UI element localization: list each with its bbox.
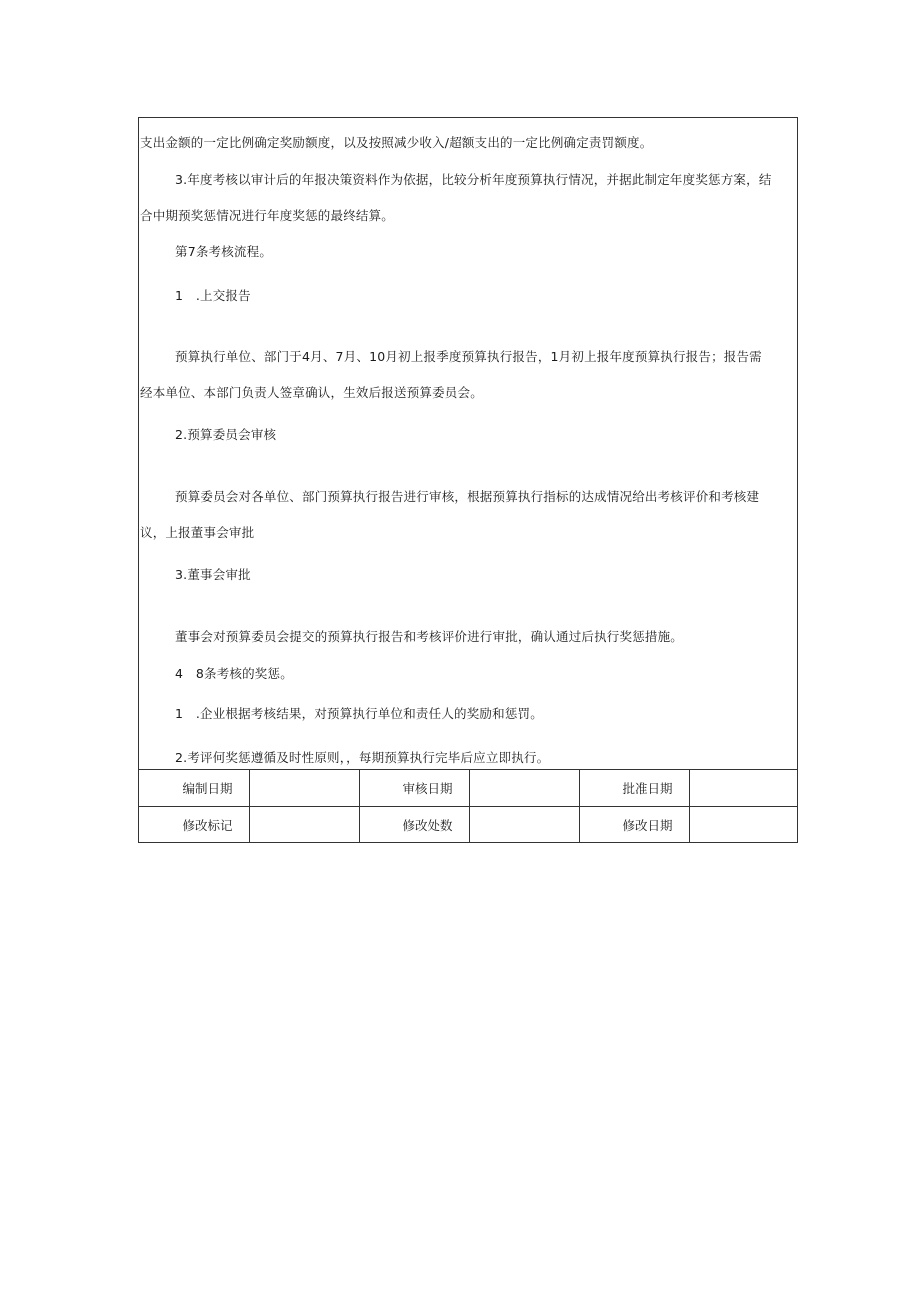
- revision-count-field[interactable]: [469, 807, 579, 844]
- approve-date-field[interactable]: [689, 770, 797, 807]
- subheading-submit-report: 1 .上交报告: [175, 288, 251, 303]
- compiled-date-field[interactable]: [249, 770, 359, 807]
- approval-row-revisions: [139, 807, 797, 844]
- section-heading-article-8: 4 8条考核的奖惩。: [175, 666, 293, 681]
- body-line-14: 1 .企业根据考核结果，对预算执行单位和责任人的奖励和惩罚。: [175, 706, 543, 721]
- compiled-date-label: 编制日期: [139, 770, 249, 807]
- approval-row-dates: [139, 770, 797, 807]
- revision-date-label: 修改日期: [579, 807, 689, 844]
- revision-mark-field[interactable]: [249, 807, 359, 844]
- review-date-field[interactable]: [469, 770, 579, 807]
- body-line-10: 议，上报董事会审批: [140, 525, 255, 540]
- body-line-6: 预算执行单位、部门于4月、7月、10月初上报季度预算执行报告，1月初上报年度预算执行报告；报告需: [175, 349, 762, 364]
- body-line-12: 董事会对预算委员会提交的预算执行报告和考核评价进行审批，确认通过后执行奖惩措施。: [175, 629, 684, 644]
- body-line-7: 经本单位、本部门负责人签章确认，生效后报送预算委员会。: [140, 385, 483, 400]
- body-line-1: 支出金额的一定比例确定奖励额度，以及按照减少收入/超额支出的一定比例确定责罚额度。: [140, 135, 653, 150]
- approve-date-label: 批准日期: [579, 770, 689, 807]
- revision-count-label: 修改处数: [359, 807, 469, 844]
- body-line-15: 2.考评何奖惩遵循及时性原则，，每期预算执行完毕后应立即执行。: [175, 750, 550, 765]
- body-line-2: 3.年度考核以审计后的年报决策资料作为依据，比较分析年度预算执行情况，并据此制定年度奖惩方案，结: [175, 172, 772, 187]
- subheading-board-approval: 3.董事会审批: [175, 567, 251, 582]
- body-line-9: 预算委员会对各单位、部门预算执行报告进行审核，根据预算执行指标的达成情况给出考核评价和考核建: [175, 489, 760, 504]
- revision-date-field[interactable]: [689, 807, 797, 844]
- document-frame: [138, 117, 798, 843]
- review-date-label: 审核日期: [359, 770, 469, 807]
- approval-table: [139, 769, 797, 843]
- revision-mark-label: 修改标记: [139, 807, 249, 844]
- subheading-committee-review: 2.预算委员会审核: [175, 427, 277, 442]
- section-heading-article-7: 第7条考核流程。: [175, 244, 273, 259]
- body-line-3: 合中期预奖惩情况进行年度奖惩的最终结算。: [140, 208, 395, 223]
